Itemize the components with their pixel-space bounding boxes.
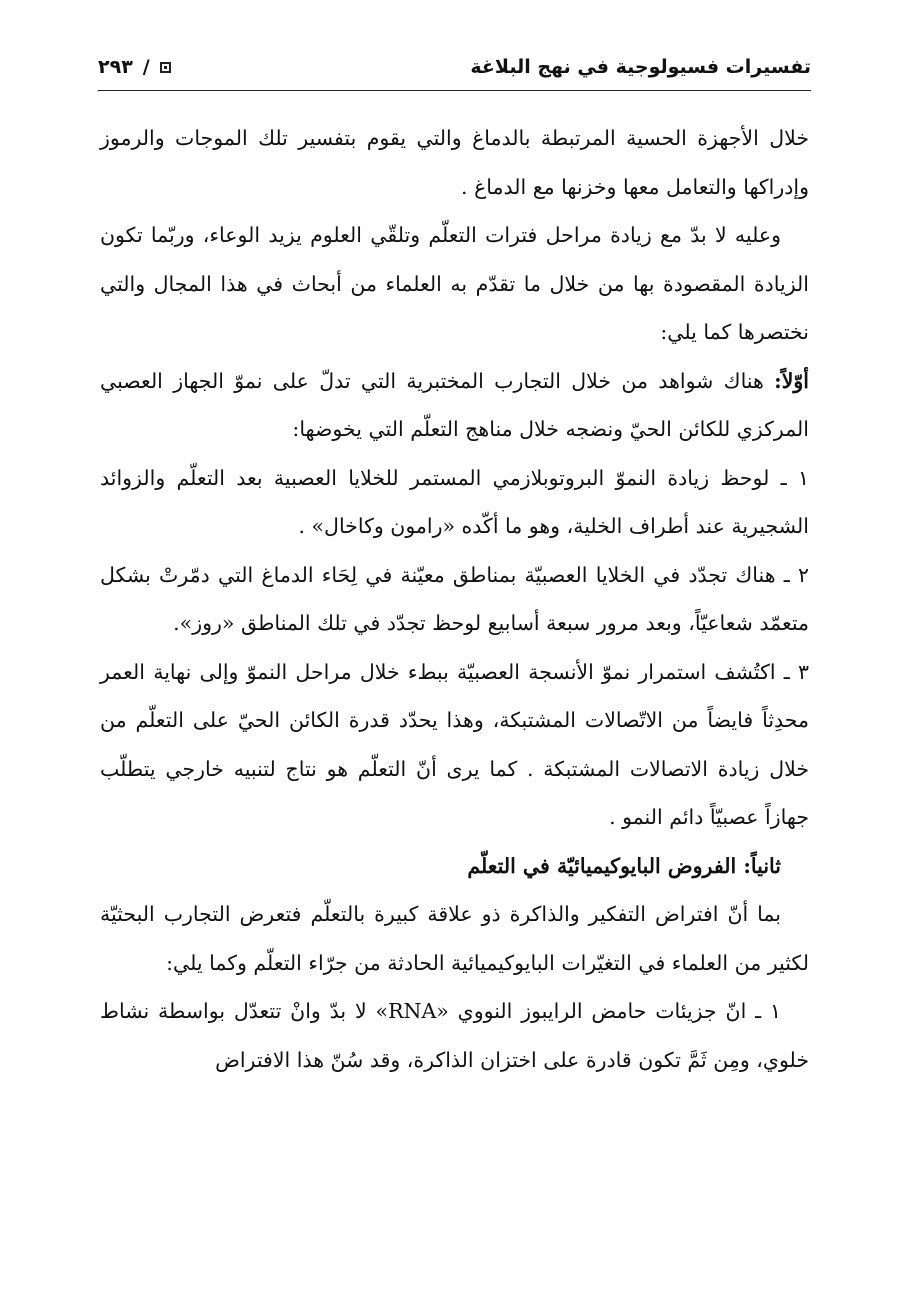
paragraph-8: بما أنّ افتراض التفكير والذاكرة ذو علاقة كبيرة بالتعلّم فتعرض التجارب البحثيّة لكثير من العلماء في التغيّرات البايوكيميائية الحادثة من جرّاء التعلّم وكما يلي: <box>100 902 809 975</box>
page-number-separator: / <box>142 56 150 78</box>
paragraph-5: ٢ ـ هناك تجدّد في الخلايا العصبيّة بمناطق معيّنة في لِحَاء الدماغ التي دمّرتْ بشكل متعمّد شعاعيّاً، وبعد مرور سبعة أسابيع لوحظ تجدّد في تلك المناطق «روز». <box>100 562 809 635</box>
section-heading-second-text: الفروض البايوكيميائيّة في التعلّم <box>467 853 744 878</box>
paragraph-2: وعليه لا بدّ مع زيادة مراحل فترات التعلّم وتلقّي العلوم يزيد الوعاء، وربّما تكون الزيادة المقصودة بها من خلال ما تقدّم به العلماء من أبحاث في هذا المجال والتي نختصرها كما يلي: <box>100 223 809 344</box>
square-ornament-icon <box>160 62 171 73</box>
paragraph-1: خلال الأجهزة الحسية المرتبطة بالدماغ والتي يقوم بتفسير تلك الموجات والرموز وإدراكها والتعامل معها وخزنها مع الدماغ . <box>100 126 809 199</box>
page-number-group <box>98 56 171 78</box>
book-title: تفسيرات فسيولوجية في نهج البلاغة <box>470 56 811 78</box>
paragraph-4: ١ ـ لوحظ زيادة النموّ البروتوبلازمي المستمر للخلايا العصبية بعد التعلّم والزوائد الشجيرية عند أطراف الخلية، وهو ما أكّده «رامون وكاخال» . <box>100 465 809 538</box>
section-heading-first: أوّلاً: <box>774 368 809 393</box>
paragraph-6: ٣ ـ اكتُشف استمرار نموّ الأنسجة العصبيّة ببطء خلال مراحل النموّ وإلى نهاية العمر محدِثاً فايضاً من الاتّصالات المشتبكة، وهذا يحدّد قدرة الكائن الحيّ على التعلّم من خلال زيادة الاتصالات المشتبكة . كما يرى أنّ التعلّم هو نتاج لتنبيه خارجي يتطلّب جهازاً عصبيّاً دائم النمو . <box>100 659 809 829</box>
section-heading-second: ثانياً: <box>743 853 781 878</box>
paragraph-7 <box>100 842 809 891</box>
page-number: ٢٩٣ <box>98 56 133 78</box>
paragraph-9: ١ ـ انّ جزيئات حامض الرايبوز النووي «RNA» لا بدّ وانْ تتعدّل بواسطة نشاط خلوي، ومِن ثَمَّ تكون قادرة على اختزان الذاكرة، وقد سُنّ هذا الافتراض <box>100 999 809 1072</box>
body-text <box>100 114 809 1084</box>
paragraph-3 <box>100 357 809 454</box>
paragraph-3-text: هناك شواهد من خلال التجارب المختبرية التي تدلّ على نموّ الجهاز العصبي المركزي للكائن الحيّ ونضجه خلال مناهج التعلّم التي يخوضها: <box>100 368 809 441</box>
running-header <box>98 50 811 91</box>
